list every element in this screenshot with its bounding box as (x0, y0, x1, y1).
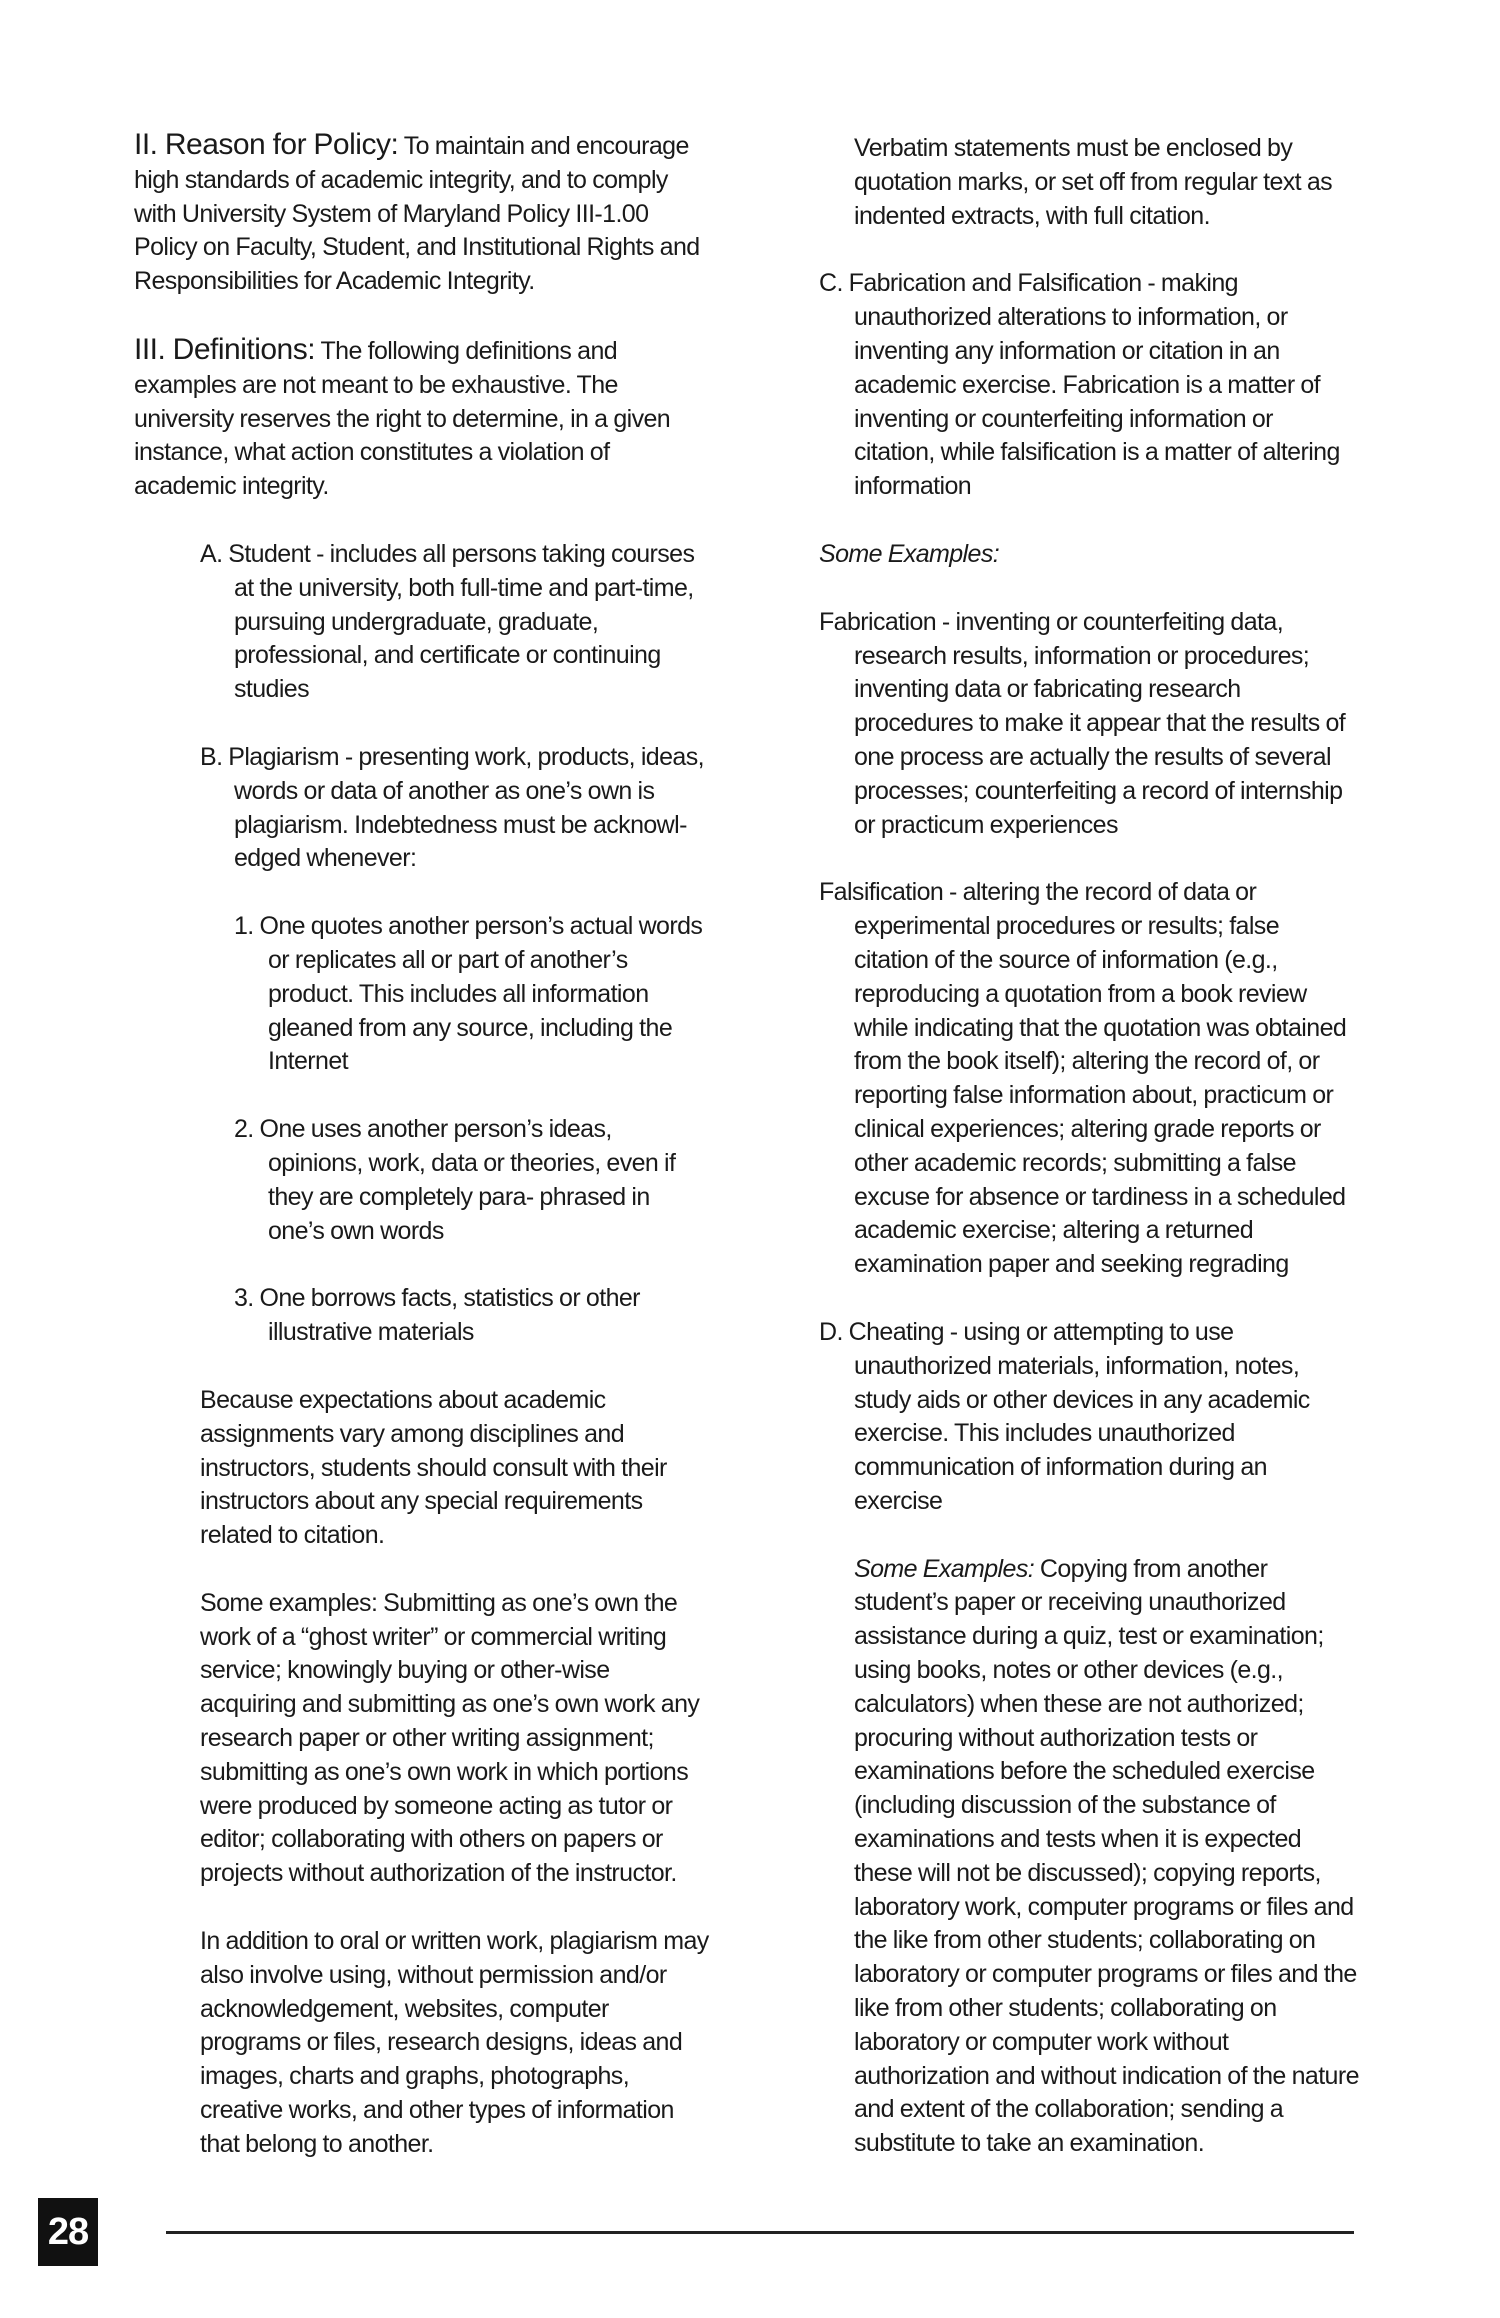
definition-fabrication-falsification (819, 267, 1359, 504)
plagiarism-list-item-2: 2. One uses another person’s ideas, opinions, work, data or theories, even if they are completely para- phrased in one’s own words (234, 1115, 676, 1245)
fabfal-term: C. Fabrication and Falsification (819, 269, 1142, 298)
cheating-term: D. Cheating (819, 1317, 944, 1346)
definitions-heading: III. Definitions: (134, 332, 316, 366)
falsification-term: Falsification (819, 878, 944, 907)
verbatim-paragraph: Verbatim statements must be enclosed by quotation marks, or set off from regular text as indented extracts, with full citation. (854, 134, 1333, 230)
reason-text: To maintain and encourage high standards of academic integrity, and to comply with University System of Maryland Policy III-1.00 Policy on Faculty, Student, and Institutional Rights and Responsibilities for Academic Integrity. (134, 132, 700, 296)
left-column (134, 128, 709, 2162)
right-column (819, 128, 1359, 2161)
fabfal-text: - making unauthorized alterations to information, or inventing any information or citation in an academic exercise. Fabrication is a matter of inventing or counterfeiting information or citation, while falsification is a matter of altering information (854, 269, 1340, 501)
fabrication-term: Fabrication (819, 607, 937, 636)
definition-plagiarism (200, 741, 709, 876)
student-text: - includes all persons taking courses at the university, both full-time and part-time, pursuing undergraduate, graduate, professional, and certificate or continuing studies (234, 539, 695, 704)
cheating-text: - using or attempting to use unauthorized materials, information, notes, study aids or other devices in any academic exercise. This includes unauthorized communication of information during an exercise (854, 1317, 1310, 1515)
citation-paragraph: Because expectations about academic assignments vary among disciplines and instructors, students should consult with their instructors about any special requirements related to citation. (200, 1385, 667, 1550)
footer-rule (166, 2231, 1354, 2234)
falsification-text: - altering the record of data or experimental procedures or results; false citation of the source of information (e.g., reproducing a quotation from a book review while indicating that the quotation was obtained from the book itself); altering the record of, or reporting false information about, practicum or clinical experiences; altering grade reports or other academic records; submitting a false excuse for absence or tardiness in a scheduled academic exercise; altering a returned examination paper and seeking regrading (854, 878, 1347, 1279)
some-examples-label: Some Examples: (819, 539, 1000, 568)
page-number: 28 (38, 2198, 98, 2266)
plagiarism-list-item-3: 3. One borrows facts, statistics or other illustrative materials (234, 1284, 640, 1347)
plagiarism-term: B. Plagiarism (200, 742, 339, 771)
definition-cheating (819, 1316, 1359, 1519)
reason-heading: II. Reason for Policy: (134, 128, 399, 161)
plagiarism-other-works-paragraph: In addition to oral or written work, plagiarism may also involve using, without permission and/or acknowledgement, websites, computer programs or files, research designs, ideas and images, charts and graphs, photographs, creative works, and other types of information that belong to another. (200, 1927, 709, 2158)
falsification-example (819, 876, 1359, 1282)
cheating-examples-label: Some Examples: (854, 1554, 1035, 1583)
plagiarism-text: - presenting work, products, ideas, words or data of another as one’s own is plagiarism. Indebtedness must be acknowl-edged whenever: (234, 742, 704, 873)
definitions (134, 333, 709, 504)
reason-for-policy (134, 128, 709, 299)
plagiarism-list-item-1: 1. One quotes another person’s actual words or replicates all or part of another’s product. This includes all information gleaned from any source, including the Internet (234, 912, 703, 1076)
plagiarism-examples-paragraph: Some examples: Submitting as one’s own the work of a “ghost writer” or commercial writing service; knowingly buying or other-wise acquiring and submitting as one’s own work any research paper or other writing assignment; submitting as one’s own work in which portions were produced by someone acting as tutor or editor; collaborating with others on papers or projects without authorization of the instructor. (200, 1588, 700, 1888)
student-term: A. Student (200, 539, 311, 568)
cheating-examples-text: Copying from another student’s paper or receiving unauthorized assistance during a quiz, test or examination; using books, notes or other devices (e.g., calculators) when these are not authorized; procuring without authorization tests or examinations before the scheduled exercise (including discussion of the substance of examinations and tests when it is expected these will not be discussed); copying reports, laboratory work, computer programs or files and the like from other students; collaborating on laboratory or computer programs or files and the like from other students; collaborating on laboratory or computer work without authorization and without indication of the nature and extent of the collaboration; sending a substitute to take an examination. (854, 1554, 1359, 2158)
cheating-examples (854, 1553, 1359, 2161)
fabrication-example (819, 606, 1359, 843)
fabrication-text: - inventing or counterfeiting data, research results, information or procedures; inventing data or fabricating research procedures to make it appear that the results of one process are actually the results of several processes; counterfeiting a record of internship or practicum experiences (854, 607, 1346, 839)
definition-student (200, 538, 709, 707)
definitions-text: The following definitions and examples are not meant to be exhaustive. The university reserves the right to determine, in a given instance, what action constitutes a violation of academic integrity. (134, 336, 671, 501)
